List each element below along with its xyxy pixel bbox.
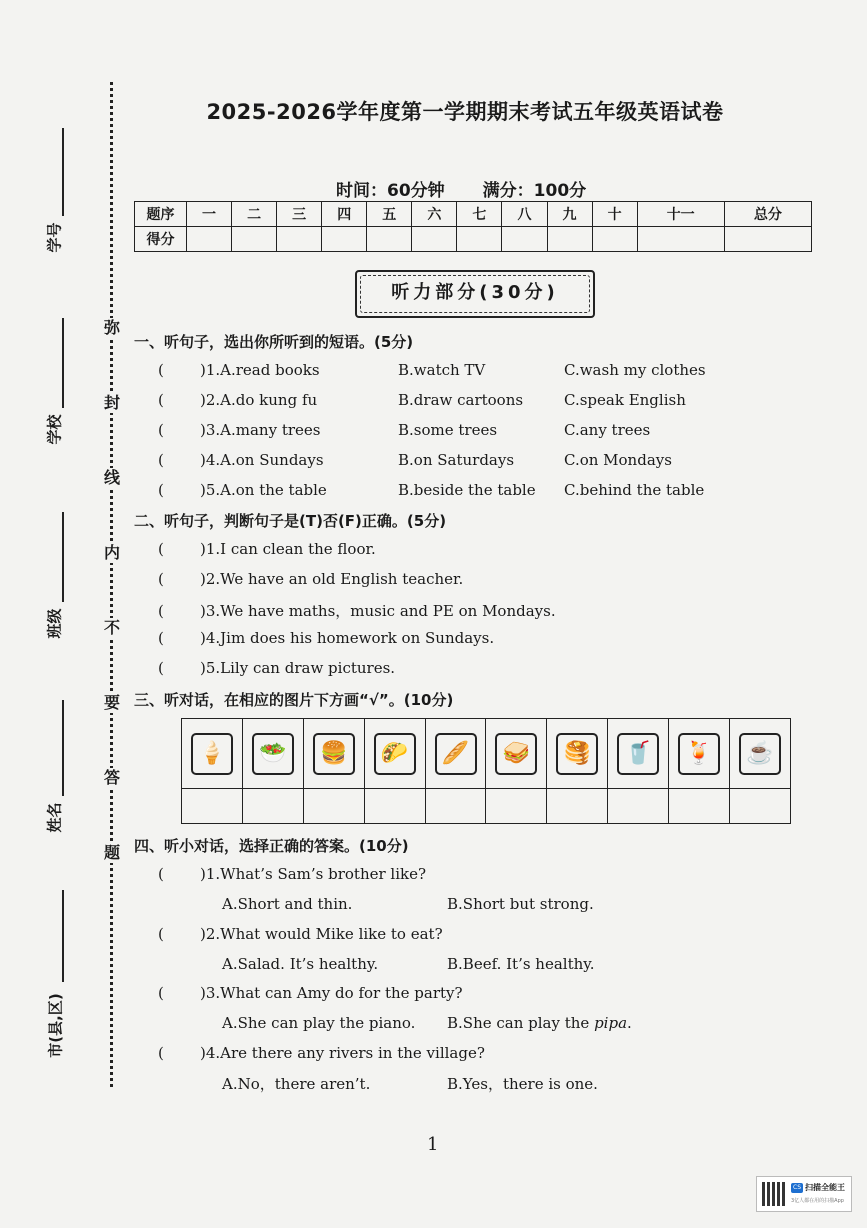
qr-code-icon xyxy=(762,1182,786,1206)
ice-cream-icon: 🍦 xyxy=(191,733,233,775)
answer-blank[interactable]: ( xyxy=(158,602,164,620)
check-cell[interactable] xyxy=(608,789,669,824)
score-blank-cell[interactable] xyxy=(502,227,547,252)
answer-blank[interactable]: ( xyxy=(158,865,164,883)
s4-options: A.Salad. It’s healthy. B.Beef. It’s healthy. xyxy=(222,955,595,973)
salad-bowl-icon: 🥗 xyxy=(252,733,294,775)
student-id-line xyxy=(62,128,64,216)
score-table-cell: 十 xyxy=(592,202,637,227)
bread-icon: 🥖 xyxy=(435,733,477,775)
juice-glass-icon: 🥤 xyxy=(617,733,659,775)
s2-question: ( )3.We have maths，music and PE on Mondays. xyxy=(158,602,556,620)
name-label: 姓名 xyxy=(45,802,64,833)
district-label: 市(县,区) xyxy=(46,993,65,1058)
check-cell[interactable] xyxy=(425,789,486,824)
score-table-cell: 二 xyxy=(232,202,277,227)
name-line xyxy=(62,700,64,796)
s2-question: ( )5.Lily can draw pictures. xyxy=(158,659,396,677)
school-line xyxy=(62,318,64,408)
check-cell[interactable] xyxy=(364,789,425,824)
s4-options: A.She can play the piano. B.She can play the pipa. xyxy=(222,1014,632,1032)
seal-dotted-line xyxy=(110,82,114,1087)
hamburger-icon: 🍔 xyxy=(313,733,355,775)
scanner-watermark xyxy=(756,1176,852,1212)
score-blank-cell[interactable] xyxy=(592,227,637,252)
school-label: 学校 xyxy=(45,414,64,445)
s4-question: ( )1.What’s Sam’s brother like? xyxy=(158,865,427,883)
answer-blank[interactable]: ( xyxy=(158,361,164,379)
answer-blank[interactable]: ( xyxy=(158,570,164,588)
answer-blank[interactable]: ( xyxy=(158,984,164,1002)
listening-section-banner: 听力部分(30分) xyxy=(355,270,595,318)
exam-title: 2025-2026学年度第一学期期末考试五年级英语试卷 xyxy=(206,100,724,124)
score-table-header-row xyxy=(135,202,812,227)
s1-question: ( )2.A.do kung fu B.draw cartoons C.speak English xyxy=(158,391,686,409)
student-id-label: 学号 xyxy=(45,222,64,253)
score-blank-cell[interactable] xyxy=(187,227,232,252)
scanner-tagline: 3亿人都在用的扫描App xyxy=(791,1198,844,1204)
s4-question: ( )2.What would Mike like to eat? xyxy=(158,925,443,943)
section-4-title: 四、听小对话，选择正确的答案。(10分) xyxy=(134,837,409,855)
score-table-cell: 七 xyxy=(457,202,502,227)
picture-row xyxy=(182,719,791,789)
check-cell[interactable] xyxy=(182,789,243,824)
cocktail-drink-icon: 🍹 xyxy=(678,733,720,775)
score-blank-cell[interactable] xyxy=(412,227,457,252)
hot-tea-icon: ☕ xyxy=(739,733,781,775)
check-cell[interactable] xyxy=(547,789,608,824)
section-1-title: 一、听句子，选出你所听到的短语。(5分) xyxy=(134,333,414,351)
seal-char: 不 xyxy=(103,618,120,637)
check-cell[interactable] xyxy=(669,789,730,824)
s2-question: ( )4.Jim does his homework on Sundays. xyxy=(158,629,495,647)
answer-blank[interactable]: ( xyxy=(158,1044,164,1062)
exam-info xyxy=(336,176,624,201)
s2-question: ( )2.We have an old English teacher. xyxy=(158,570,464,588)
s1-question: ( )5.A.on the table B.beside the table C.behind the table xyxy=(158,481,705,499)
answer-blank[interactable]: ( xyxy=(158,540,164,558)
district-line xyxy=(62,890,64,982)
seal-char: 要 xyxy=(103,693,120,712)
score-blank-cell[interactable] xyxy=(457,227,502,252)
section-2-title: 二、听句子，判断句子是(T)否(F)正确。(5分) xyxy=(134,512,447,530)
seal-char: 答 xyxy=(103,768,120,787)
score-table-cell: 总分 xyxy=(724,202,811,227)
page-number: 1 xyxy=(427,1134,439,1155)
score-table-cell: 六 xyxy=(412,202,457,227)
check-cell[interactable] xyxy=(242,789,303,824)
class-line xyxy=(62,512,64,602)
exam-time: 时间：60分钟 xyxy=(336,181,445,201)
class-label: 班级 xyxy=(45,608,64,639)
score-table-cell: 五 xyxy=(367,202,412,227)
score-blank-cell[interactable] xyxy=(724,227,811,252)
s1-question: ( )1.A.read books B.watch TV C.wash my clothes xyxy=(158,361,706,379)
answer-blank[interactable]: ( xyxy=(158,391,164,409)
pancake-stack-icon: 🥞 xyxy=(556,733,598,775)
score-blank-cell[interactable] xyxy=(232,227,277,252)
check-row xyxy=(182,789,791,824)
score-blank-cell[interactable] xyxy=(637,227,724,252)
exam-full-score: 满分：100分 xyxy=(482,181,587,201)
seal-char: 题 xyxy=(103,843,120,862)
seal-char: 弥 xyxy=(103,318,120,337)
score-blank-cell[interactable] xyxy=(322,227,367,252)
answer-blank[interactable]: ( xyxy=(158,451,164,469)
check-cell[interactable] xyxy=(730,789,791,824)
score-table-cell: 八 xyxy=(502,202,547,227)
s4-question: ( )3.What can Amy do for the party? xyxy=(158,984,463,1002)
s4-options: A.No，there aren’t. B.Yes，there is one. xyxy=(222,1075,598,1093)
score-table-cell: 一 xyxy=(187,202,232,227)
scanner-brand: 扫描全能王 xyxy=(805,1183,845,1192)
answer-blank[interactable]: ( xyxy=(158,925,164,943)
picture-table xyxy=(181,718,791,824)
check-cell[interactable] xyxy=(486,789,547,824)
seal-char: 内 xyxy=(103,543,120,562)
section-3-title: 三、听对话，在相应的图片下方画“√”。(10分) xyxy=(134,691,454,709)
score-table-cell: 得分 xyxy=(135,227,187,252)
score-table-cell: 三 xyxy=(277,202,322,227)
check-cell[interactable] xyxy=(303,789,364,824)
answer-blank[interactable]: ( xyxy=(158,629,164,647)
score-table-cell: 九 xyxy=(547,202,592,227)
sandwich-icon: 🥪 xyxy=(495,733,537,775)
score-table xyxy=(134,201,812,252)
s1-question: ( )4.A.on Sundays B.on Saturdays C.on Mondays xyxy=(158,451,672,469)
seal-char: 线 xyxy=(103,468,120,487)
s4-options: A.Short and thin. B.Short but strong. xyxy=(222,895,594,913)
score-blank-cell[interactable] xyxy=(277,227,322,252)
score-blank-cell[interactable] xyxy=(367,227,412,252)
taco-icon: 🌮 xyxy=(374,733,416,775)
answer-blank[interactable]: ( xyxy=(158,659,164,677)
answer-blank[interactable]: ( xyxy=(158,421,164,439)
score-table-cell: 题序 xyxy=(135,202,187,227)
score-blank-cell[interactable] xyxy=(547,227,592,252)
s2-question: ( )1.I can clean the floor. xyxy=(158,540,376,558)
s4-question: ( )4.Are there any rivers in the village? xyxy=(158,1044,485,1062)
score-table-score-row xyxy=(135,227,812,252)
seal-char: 封 xyxy=(103,393,120,412)
answer-blank[interactable]: ( xyxy=(158,481,164,499)
score-table-cell: 十一 xyxy=(637,202,724,227)
score-table-cell: 四 xyxy=(322,202,367,227)
s1-question: ( )3.A.many trees B.some trees C.any trees xyxy=(158,421,651,439)
camscanner-logo-icon: CS xyxy=(793,1184,801,1191)
